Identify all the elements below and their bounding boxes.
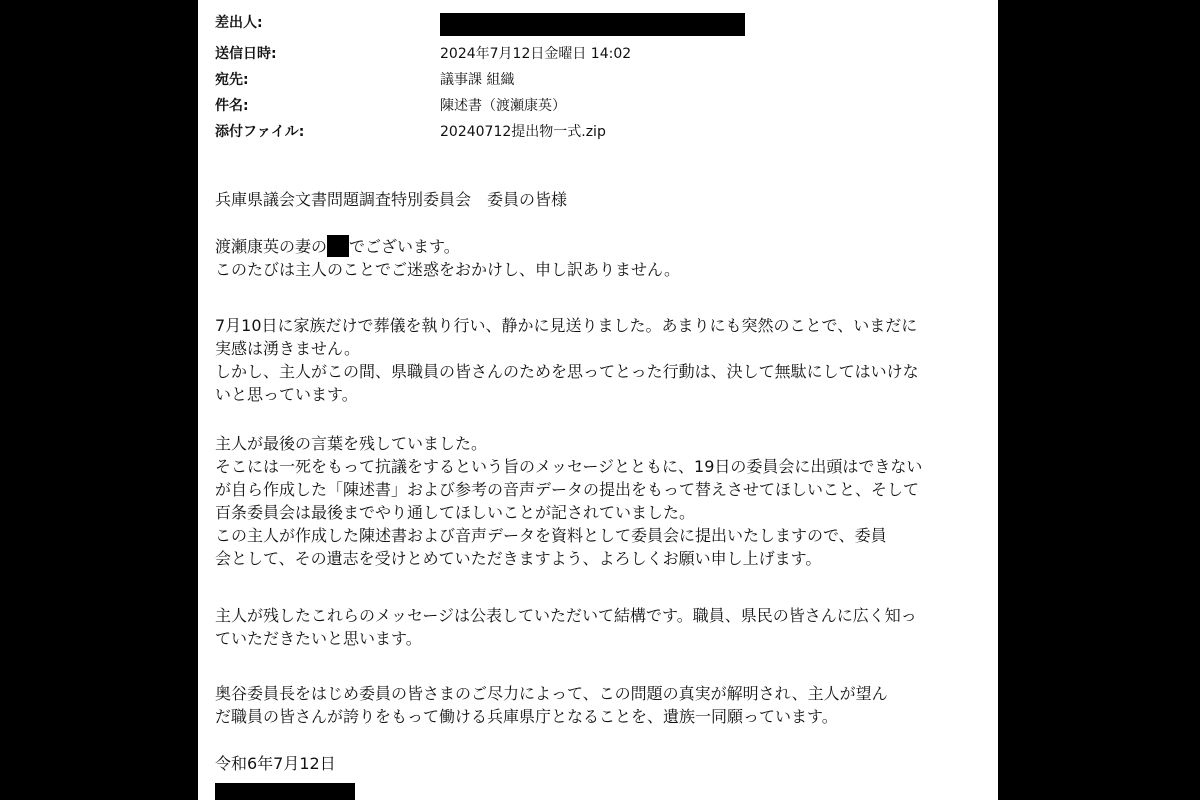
paragraph-3-line-6: 会として、その遺志を受けとめていただきますよう、よろしくお願い申し上げます。 — [215, 549, 822, 568]
subject-row — [215, 95, 975, 117]
paragraph-5-line-2: だ職員の皆さんが誇りをもって働ける兵庫県庁となることを、遺族一同願っています。 — [215, 707, 838, 726]
paragraph-3 — [215, 432, 990, 570]
salutation-line: 兵庫県議会文書問題調査特別委員会 委員の皆様 — [215, 190, 568, 209]
paragraph-1-line-1 — [215, 235, 990, 258]
attachment-row — [215, 121, 975, 143]
paragraph-2 — [215, 314, 990, 406]
paragraph-5 — [215, 682, 990, 728]
paragraph-2-line-2: 実感は湧きません。 — [215, 339, 360, 358]
letter-date — [215, 752, 990, 775]
name-redaction — [327, 235, 349, 257]
subject-label: 件名: — [215, 98, 249, 114]
text-segment: 渡瀬康英の妻の — [215, 237, 328, 256]
paragraph-4-line-1: 主人が残したこれらのメッセージは公表していただいて結構です。職員、県民の皆さんに広く知っ — [215, 606, 917, 625]
attachment-value: 20240712提出物一式.zip — [440, 124, 606, 140]
date-line: 令和6年7月12日 — [215, 754, 336, 773]
sent-row — [215, 43, 975, 65]
to-label: 宛先: — [215, 72, 249, 88]
text-segment: でございます。 — [349, 237, 460, 256]
sender-redaction — [440, 13, 745, 36]
subject-value: 陳述書（渡瀬康英） — [440, 98, 566, 114]
signature-redaction — [215, 783, 355, 800]
paragraph-3-line-3: が自ら作成した「陳述書」および参考の音声データの提出をもって替えさせてほしいこと、そして — [215, 480, 920, 499]
paragraph-4 — [215, 604, 990, 650]
paragraph-2-line-3: しかし、主人がこの間、県職員の皆さんのためを思ってとった行動は、決して無駄にしてはいけな — [215, 362, 919, 381]
paragraph-2-line-4: いと思っています。 — [215, 385, 358, 404]
sent-value: 2024年7月12日金曜日 14:02 — [440, 46, 632, 62]
paragraph-3-line-2: そこには一死をもって抗議をするという旨のメッセージとともに、19日の委員会に出頭はできない — [215, 457, 923, 476]
attachment-label: 添付ファイル: — [215, 124, 305, 140]
paragraph-3-line-4: 百条委員会は最後までやり通してほしいことが記されていました。 — [215, 503, 696, 522]
paragraph-1-line-2: このたびは主人のことでご迷惑をおかけし、申し訳ありません。 — [215, 260, 680, 279]
document-page — [198, 0, 998, 800]
to-row — [215, 69, 975, 91]
sender-row — [215, 12, 975, 34]
salutation — [215, 188, 990, 211]
sent-label: 送信日時: — [215, 46, 277, 62]
paragraph-3-line-5: この主人が作成した陳述書および音声データを資料として委員会に提出いたしますので、委員 — [215, 526, 887, 545]
sender-label: 差出人: — [215, 15, 263, 31]
paragraph-2-line-1: 7月10日に家族だけで葬儀を執り行い、静かに見送りました。あまりにも突然のことで、いまだに — [215, 316, 918, 335]
paragraph-5-line-1: 奥谷委員長をはじめ委員の皆さまのご尽力によって、この問題の真実が解明され、主人が望ん — [215, 684, 888, 703]
to-value: 議事課 組織 — [440, 72, 515, 88]
paragraph-4-line-2: ていただきたいと思います。 — [215, 629, 422, 648]
paragraph-3-line-1: 主人が最後の言葉を残していました。 — [215, 434, 488, 453]
paragraph-1 — [215, 235, 990, 281]
